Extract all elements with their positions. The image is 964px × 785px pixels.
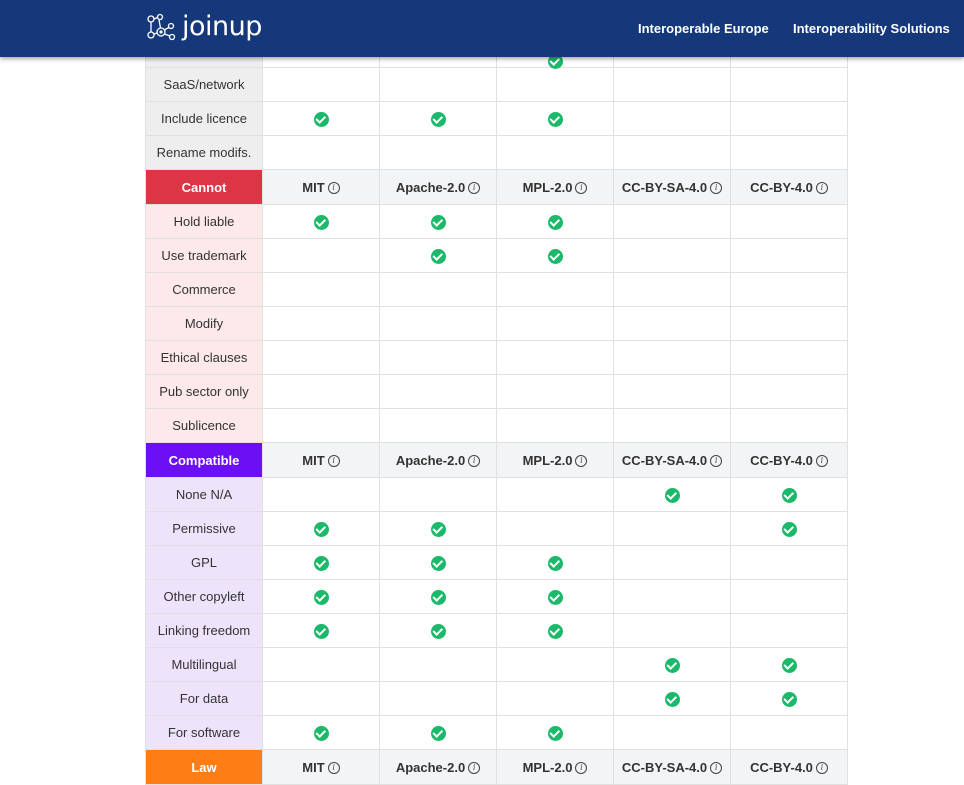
table-cell <box>380 614 497 648</box>
table-cell <box>731 307 848 341</box>
check-icon <box>314 112 329 127</box>
table-cell <box>614 102 731 136</box>
licence-name: Apache-2.0 <box>395 759 466 775</box>
table-cell <box>380 341 497 375</box>
table-cell <box>263 205 380 239</box>
network-logo-icon <box>146 12 178 42</box>
table-row <box>146 648 848 682</box>
table-cell <box>380 102 497 136</box>
table-row <box>146 68 848 102</box>
licence-name: MIT <box>302 452 325 468</box>
table-cell <box>731 341 848 375</box>
table-row <box>146 580 848 614</box>
licence-name: MIT <box>302 759 325 775</box>
info-icon[interactable]: i <box>328 762 340 774</box>
check-icon <box>431 215 446 230</box>
table-cell <box>263 375 380 409</box>
table-cell <box>614 716 731 750</box>
check-icon <box>314 726 329 741</box>
row-label: Multilingual <box>146 648 263 682</box>
table-cell <box>731 136 848 170</box>
table-cell <box>380 68 497 102</box>
licence-name: Apache-2.0 <box>395 179 466 195</box>
cannot-category-label: Cannot <box>146 170 263 205</box>
table-cell <box>263 102 380 136</box>
row-label: SaaS/network <box>146 68 263 102</box>
table-cell <box>263 512 380 546</box>
table-cell <box>497 716 614 750</box>
licence-name: MPL-2.0 <box>522 452 573 468</box>
check-icon <box>314 522 329 537</box>
joinup-logo[interactable] <box>146 12 262 42</box>
table-cell <box>614 682 731 716</box>
info-icon[interactable]: i <box>816 455 828 467</box>
table-row <box>146 375 848 409</box>
compatible-header-row <box>146 443 848 478</box>
check-icon <box>548 556 563 571</box>
table-cell <box>380 273 497 307</box>
info-icon[interactable]: i <box>575 182 587 194</box>
table-cell <box>614 512 731 546</box>
check-icon <box>431 556 446 571</box>
table-cell <box>731 648 848 682</box>
table-cell <box>614 478 731 512</box>
table-cell <box>731 682 848 716</box>
table-cell <box>731 102 848 136</box>
table-cell <box>263 307 380 341</box>
compatible-category-label: Compatible <box>146 443 263 478</box>
table-cell <box>380 478 497 512</box>
check-icon <box>314 590 329 605</box>
table-row <box>146 512 848 546</box>
table-cell <box>731 409 848 443</box>
table-cell <box>497 136 614 170</box>
check-icon <box>782 658 797 673</box>
table-cell <box>380 239 497 273</box>
table-cell <box>614 136 731 170</box>
row-label: Include licence <box>146 102 263 136</box>
licence-header-cell <box>497 443 614 478</box>
table-cell <box>614 546 731 580</box>
table-cell <box>497 68 614 102</box>
table-cell <box>380 307 497 341</box>
table-cell <box>263 546 380 580</box>
info-icon[interactable]: i <box>816 762 828 774</box>
licence-name: CC-BY-4.0 <box>750 179 813 195</box>
table-cell <box>263 648 380 682</box>
check-icon <box>665 658 680 673</box>
table-cell <box>380 205 497 239</box>
table-cell <box>380 136 497 170</box>
licence-header-cell <box>497 170 614 205</box>
logo-text: joinup <box>182 11 262 42</box>
check-icon <box>548 249 563 264</box>
cannot-header-row <box>146 170 848 205</box>
nav-link-interoperable-europe[interactable]: Interoperable Europe <box>638 21 769 36</box>
table-cell <box>263 580 380 614</box>
check-icon <box>314 624 329 639</box>
info-icon[interactable]: i <box>575 762 587 774</box>
table-cell <box>497 102 614 136</box>
check-icon <box>431 726 446 741</box>
check-icon <box>314 556 329 571</box>
table-cell <box>731 239 848 273</box>
table-cell <box>497 205 614 239</box>
table-cell <box>497 375 614 409</box>
licence-header-cell <box>380 750 497 785</box>
table-row <box>146 205 848 239</box>
row-label: Commerce <box>146 273 263 307</box>
licence-name: Apache-2.0 <box>395 452 466 468</box>
row-label: None N/A <box>146 478 263 512</box>
row-label: Modify <box>146 307 263 341</box>
table-cell <box>497 682 614 716</box>
table-row <box>146 716 848 750</box>
check-icon <box>548 590 563 605</box>
check-icon <box>665 488 680 503</box>
table-cell <box>614 409 731 443</box>
nav-item-interoperability-solutions[interactable] <box>793 0 950 57</box>
check-icon <box>782 522 797 537</box>
table-cell <box>614 375 731 409</box>
table-cell <box>380 409 497 443</box>
table-cell <box>614 580 731 614</box>
licence-name: CC-BY-SA-4.0 <box>621 759 708 775</box>
table-cell <box>380 648 497 682</box>
check-icon <box>782 692 797 707</box>
row-label: For software <box>146 716 263 750</box>
licence-header-cell <box>380 443 497 478</box>
table-cell <box>731 546 848 580</box>
table-row <box>146 478 848 512</box>
nav-item-interoperable-europe[interactable] <box>638 0 769 57</box>
row-label: Other copyleft <box>146 580 263 614</box>
licence-name: CC-BY-SA-4.0 <box>621 179 708 195</box>
table-cell <box>614 239 731 273</box>
check-icon <box>782 488 797 503</box>
table-row <box>146 546 848 580</box>
table-cell <box>380 716 497 750</box>
check-icon <box>431 249 446 264</box>
table-cell <box>263 239 380 273</box>
table-cell <box>497 546 614 580</box>
table-cell <box>731 478 848 512</box>
table-cell <box>614 307 731 341</box>
licence-header-cell <box>263 170 380 205</box>
table-cell <box>380 512 497 546</box>
law-header-row <box>146 750 848 785</box>
licence-header-cell <box>614 750 731 785</box>
row-label: GPL <box>146 546 263 580</box>
licence-header-cell <box>731 170 848 205</box>
licence-header-cell <box>731 443 848 478</box>
table-cell <box>263 68 380 102</box>
info-icon[interactable]: i <box>710 182 722 194</box>
licence-table-body <box>146 34 848 785</box>
check-icon <box>314 215 329 230</box>
info-icon[interactable]: i <box>468 762 480 774</box>
table-cell <box>614 648 731 682</box>
licence-header-cell <box>614 443 731 478</box>
check-icon <box>431 590 446 605</box>
table-row <box>146 239 848 273</box>
table-cell <box>263 478 380 512</box>
check-icon <box>548 112 563 127</box>
row-label: Pub sector only <box>146 375 263 409</box>
table-cell <box>497 580 614 614</box>
table-cell <box>731 68 848 102</box>
licence-name: CC-BY-4.0 <box>750 452 813 468</box>
table-cell <box>263 136 380 170</box>
licence-name: MIT <box>302 179 325 195</box>
table-cell <box>497 239 614 273</box>
licence-header-cell <box>497 750 614 785</box>
table-row <box>146 307 848 341</box>
info-icon[interactable]: i <box>468 455 480 467</box>
info-icon[interactable]: i <box>816 182 828 194</box>
info-icon[interactable]: i <box>710 455 722 467</box>
check-icon <box>431 624 446 639</box>
table-cell <box>497 409 614 443</box>
licence-header-cell <box>731 750 848 785</box>
row-label: Use trademark <box>146 239 263 273</box>
row-label: Hold liable <box>146 205 263 239</box>
table-cell <box>497 307 614 341</box>
table-cell <box>731 716 848 750</box>
check-icon <box>548 624 563 639</box>
nav-link-interoperability-solutions[interactable]: Interoperability Solutions <box>793 21 950 36</box>
table-row <box>146 341 848 375</box>
table-cell <box>380 580 497 614</box>
row-label: Ethical clauses <box>146 341 263 375</box>
table-cell <box>380 682 497 716</box>
licence-name: MPL-2.0 <box>522 759 573 775</box>
check-icon <box>431 112 446 127</box>
table-cell <box>263 273 380 307</box>
table-cell <box>731 512 848 546</box>
table-row <box>146 409 848 443</box>
table-cell <box>497 478 614 512</box>
row-label: Rename modifs. <box>146 136 263 170</box>
table-cell <box>263 716 380 750</box>
table-cell <box>263 409 380 443</box>
info-icon[interactable]: i <box>468 182 480 194</box>
row-label: Linking freedom <box>146 614 263 648</box>
licence-name: CC-BY-4.0 <box>750 759 813 775</box>
table-row <box>146 102 848 136</box>
info-icon[interactable]: i <box>328 182 340 194</box>
licence-header-cell <box>380 170 497 205</box>
table-cell <box>380 546 497 580</box>
table-row <box>146 273 848 307</box>
table-row <box>146 136 848 170</box>
licence-name: MPL-2.0 <box>522 179 573 195</box>
law-category-label: Law <box>146 750 263 785</box>
table-row <box>146 682 848 716</box>
check-icon <box>665 692 680 707</box>
licence-header-cell <box>263 750 380 785</box>
table-cell <box>380 375 497 409</box>
site-header <box>0 0 964 57</box>
table-cell <box>497 648 614 682</box>
table-cell <box>263 341 380 375</box>
row-label: Sublicence <box>146 409 263 443</box>
table-cell <box>731 580 848 614</box>
row-label: For data <box>146 682 263 716</box>
table-cell <box>497 614 614 648</box>
check-icon <box>431 522 446 537</box>
licence-name: CC-BY-SA-4.0 <box>621 452 708 468</box>
table-cell <box>731 273 848 307</box>
check-icon <box>548 215 563 230</box>
info-icon[interactable]: i <box>710 762 722 774</box>
info-icon[interactable]: i <box>575 455 587 467</box>
table-cell <box>731 614 848 648</box>
table-cell <box>263 682 380 716</box>
row-label: Permissive <box>146 512 263 546</box>
table-cell <box>614 614 731 648</box>
table-cell <box>497 512 614 546</box>
info-icon[interactable]: i <box>328 455 340 467</box>
table-cell <box>614 68 731 102</box>
table-cell <box>614 341 731 375</box>
table-cell <box>614 273 731 307</box>
table-cell <box>731 375 848 409</box>
licence-header-cell <box>263 443 380 478</box>
table-cell <box>263 614 380 648</box>
table-cell <box>497 341 614 375</box>
licence-comparison-table <box>145 33 848 785</box>
table-cell <box>614 205 731 239</box>
licence-header-cell <box>614 170 731 205</box>
check-icon <box>548 726 563 741</box>
table-cell <box>497 273 614 307</box>
table-row <box>146 614 848 648</box>
table-cell <box>731 205 848 239</box>
